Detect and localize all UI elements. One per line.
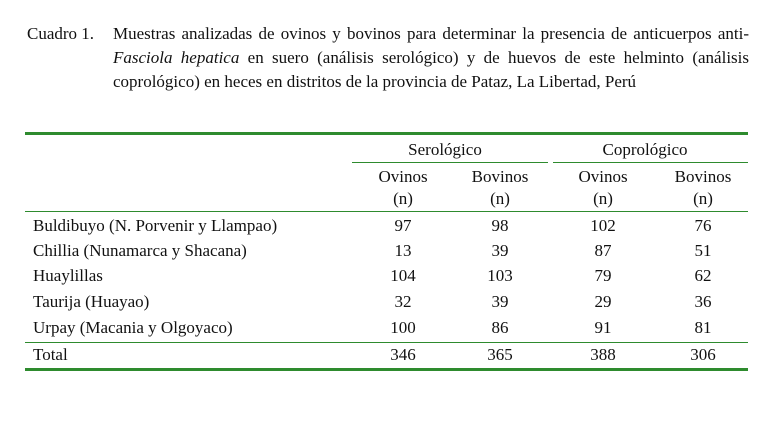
subheader-1-unit: (n) xyxy=(393,189,413,208)
row-value: 76 xyxy=(694,216,712,235)
row-district: Huaylillas xyxy=(33,266,103,285)
table-bottom-rule xyxy=(25,368,748,371)
row-value: 102 xyxy=(590,216,616,235)
table-row xyxy=(25,316,748,340)
subheader-2 xyxy=(465,166,535,210)
row-value: 91 xyxy=(594,318,612,337)
caption-text xyxy=(113,22,749,94)
table-caption xyxy=(27,22,749,94)
row-district: Urpay (Macania y Olgoyaco) xyxy=(33,318,233,337)
subheader-3-species: Ovinos xyxy=(578,167,628,186)
subheader-1 xyxy=(370,166,436,210)
subheader-1-species: Ovinos xyxy=(378,167,428,186)
row-district: Buldibuyo (N. Porvenir y Llampao) xyxy=(33,216,278,235)
total-value: 365 xyxy=(487,345,513,364)
total-row xyxy=(25,343,748,367)
caption-text-start: Muestras analizadas de ovinos y bovinos para determinar la presencia de anticuerpos anti- xyxy=(113,24,749,43)
row-value: 62 xyxy=(694,266,712,285)
row-value: 51 xyxy=(694,241,712,260)
row-value: 97 xyxy=(394,216,412,235)
group-rule-serologico xyxy=(352,162,548,163)
subheader-3-unit: (n) xyxy=(593,189,613,208)
row-value: 104 xyxy=(390,266,416,285)
caption-species-name: Fasciola hepatica xyxy=(113,48,240,67)
total-value: 346 xyxy=(390,345,416,364)
subheader-4-species: Bovinos xyxy=(674,167,732,186)
total-value: 306 xyxy=(690,345,716,364)
row-value: 103 xyxy=(487,266,513,285)
caption-label: Cuadro 1. xyxy=(27,24,95,43)
caption-text-end: en suero (análisis serológico) y de huevos de este helminto (análisis coprológico) en heces en distritos de la provincia de Pataz, La Libertad, Perú xyxy=(113,48,749,91)
row-value: 86 xyxy=(491,318,509,337)
row-value: 98 xyxy=(491,216,509,235)
subheader-3 xyxy=(570,166,636,210)
row-value: 100 xyxy=(390,318,416,337)
header-group-coprologico: Coprológico xyxy=(602,140,688,159)
table-row xyxy=(25,239,748,263)
row-value: 36 xyxy=(694,292,712,311)
row-value: 39 xyxy=(491,241,509,260)
table-row xyxy=(25,290,748,314)
row-value: 87 xyxy=(594,241,612,260)
row-value: 32 xyxy=(394,292,412,311)
header-group-serologico: Serológico xyxy=(408,140,482,159)
subheader-4 xyxy=(668,166,738,210)
row-district: Chillia (Nunamarca y Shacana) xyxy=(33,241,247,260)
row-value: 81 xyxy=(694,318,712,337)
total-value: 388 xyxy=(590,345,616,364)
subheader-4-unit: (n) xyxy=(693,189,713,208)
table-row xyxy=(25,264,748,288)
row-value: 13 xyxy=(394,241,412,260)
table-row xyxy=(25,214,748,238)
row-value: 39 xyxy=(491,292,509,311)
group-rule-coprologico xyxy=(553,162,748,163)
total-label: Total xyxy=(33,345,68,364)
row-value: 79 xyxy=(594,266,612,285)
row-district: Taurija (Huayao) xyxy=(33,292,150,311)
table-top-rule xyxy=(25,132,748,135)
row-value: 29 xyxy=(594,292,612,311)
subheader-2-unit: (n) xyxy=(490,189,510,208)
header-bottom-rule xyxy=(25,211,748,212)
subheader-2-species: Bovinos xyxy=(471,167,529,186)
